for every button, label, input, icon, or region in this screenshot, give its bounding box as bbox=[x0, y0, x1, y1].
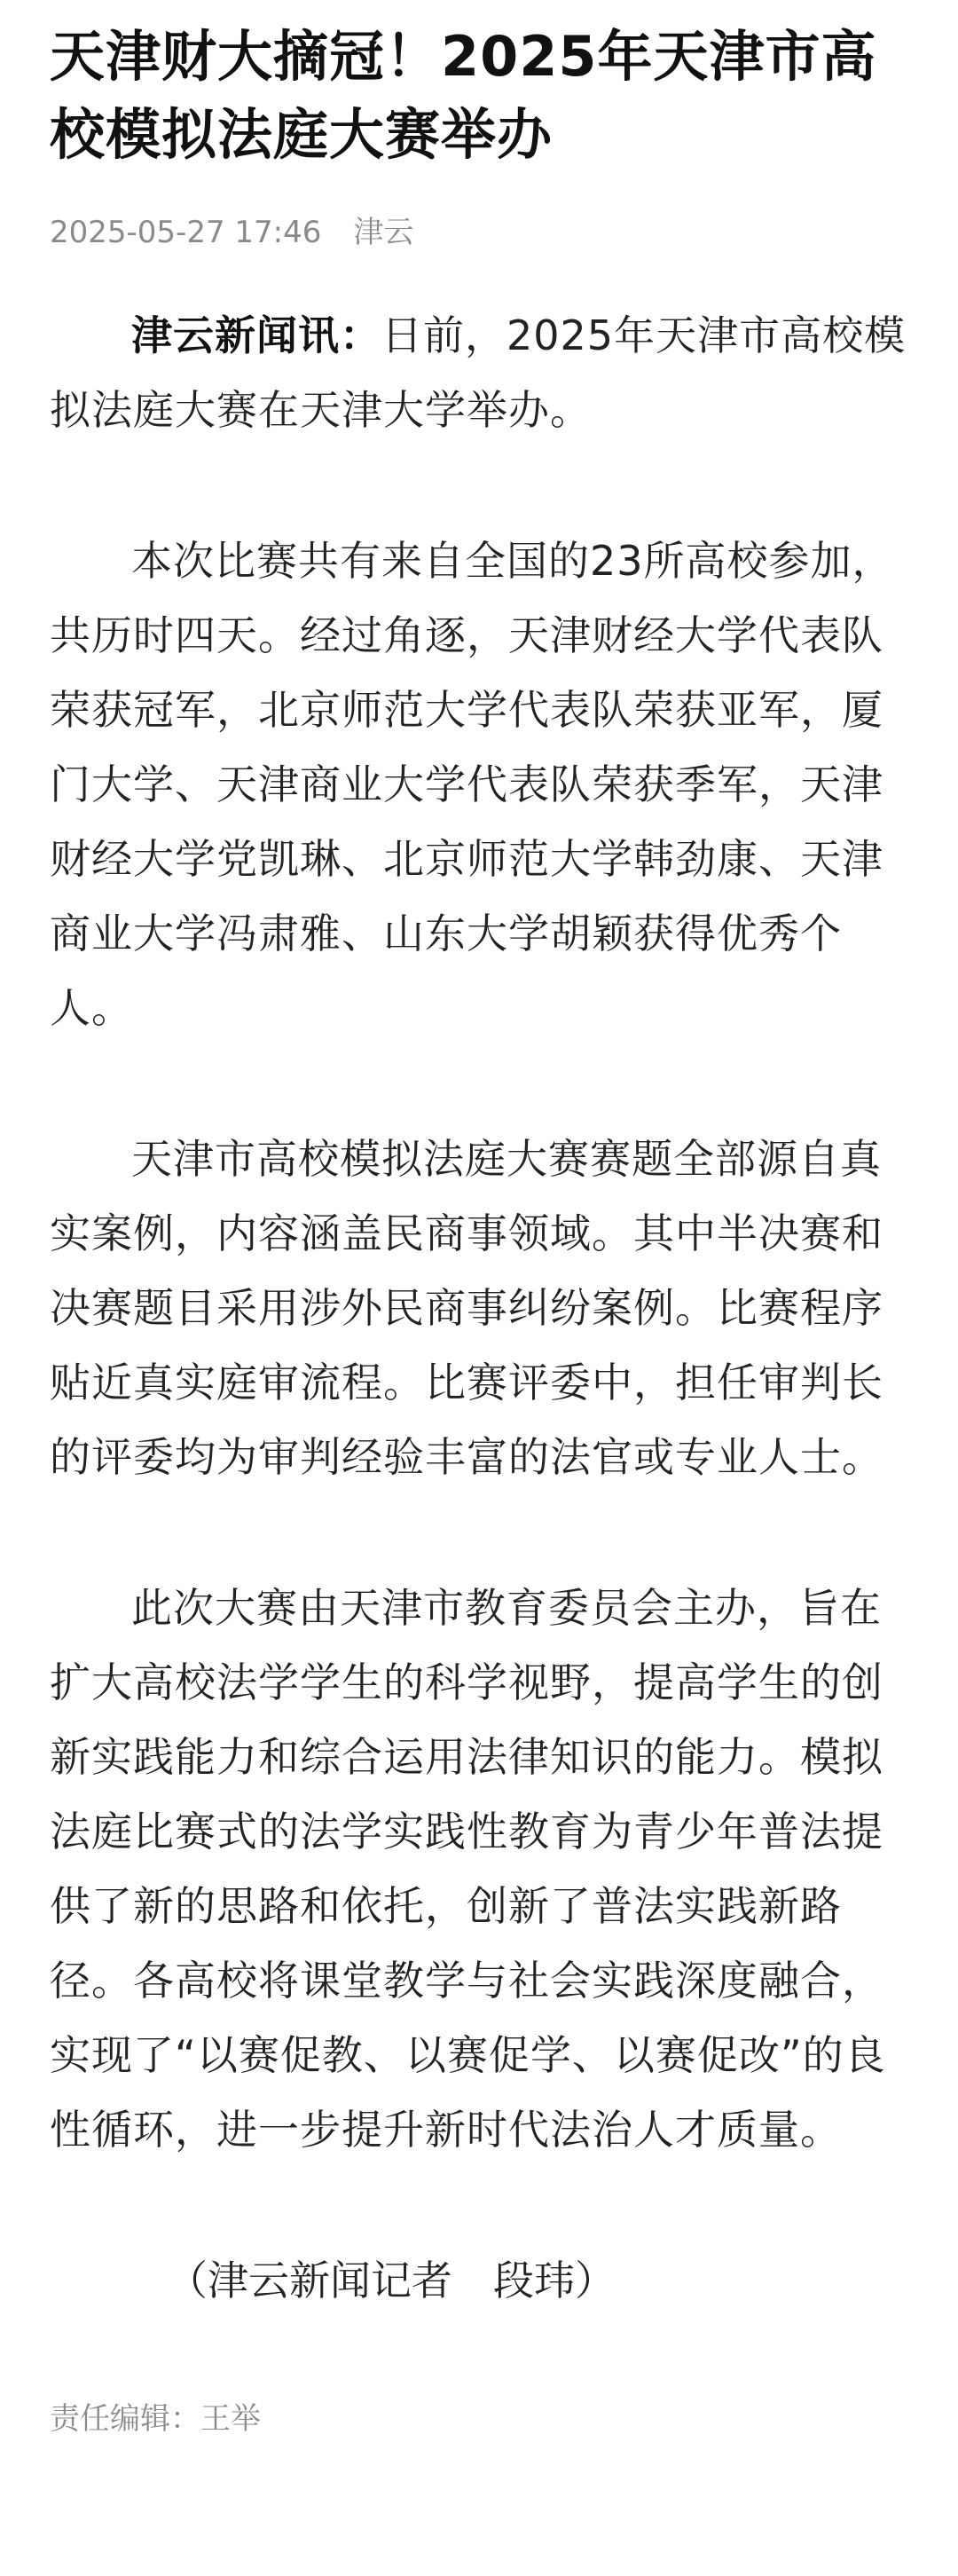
source-link[interactable]: 津云 bbox=[353, 215, 414, 250]
paragraph-lead: 津云新闻讯： bbox=[131, 311, 381, 359]
paragraph bbox=[50, 1122, 908, 1494]
paragraph-text: 此次大赛由天津市教育委员会主办，旨在扩大高校法学学生的科学视野，提高学生的创新实践能力和综合运用法律知识的能力。模拟法庭比赛式的法学实践性教育为青少年普法提供了新的思路和依托，创新了普法实践新路径。各高校将课堂教学与社会实践深度融合，实现了“以赛促教、以赛促学、以赛促改”的良性循环，进一步提升新时代法治人才质量。 bbox=[50, 1584, 886, 2154]
paragraph-text: 本次比赛共有来自全国的23所高校参加，共历时四天。经过角逐，天津财经大学代表队荣获冠军，北京师范大学代表队荣获亚军，厦门大学、天津商业大学代表队荣获季军，天津财经大学党凯琳、北京师范大学韩劲康、天津商业大学冯肃雅、山东大学胡颖获得优秀个人。 bbox=[50, 537, 894, 1032]
article-title: 天津财大摘冠！2025年天津市高校模拟法庭大赛举办 bbox=[50, 24, 877, 167]
responsible-editor: 责任编辑：王举 bbox=[50, 2401, 261, 2437]
paragraph bbox=[50, 1571, 908, 2167]
article-meta bbox=[50, 213, 908, 252]
reporter-byline: （津云新闻记者 段玮） bbox=[167, 2257, 616, 2304]
paragraph bbox=[50, 524, 908, 1045]
article-body bbox=[50, 298, 908, 2318]
paragraph-text: 天津市高校模拟法庭大赛赛题全部源自真实案例，内容涵盖民商事领域。其中半决赛和决赛题目采用涉外民商事纠纷案例。比赛程序贴近真实庭审流程。比赛评委中，担任审判长的评委均为审判经验丰富的法官或专业人士。 bbox=[50, 1135, 883, 1481]
paragraph bbox=[50, 298, 908, 447]
paragraph-text: 日前，2025年天津市高校模拟法庭大赛在天津大学举办。 bbox=[50, 311, 907, 434]
publish-datetime: 2025-05-27 17:46 bbox=[50, 215, 322, 250]
